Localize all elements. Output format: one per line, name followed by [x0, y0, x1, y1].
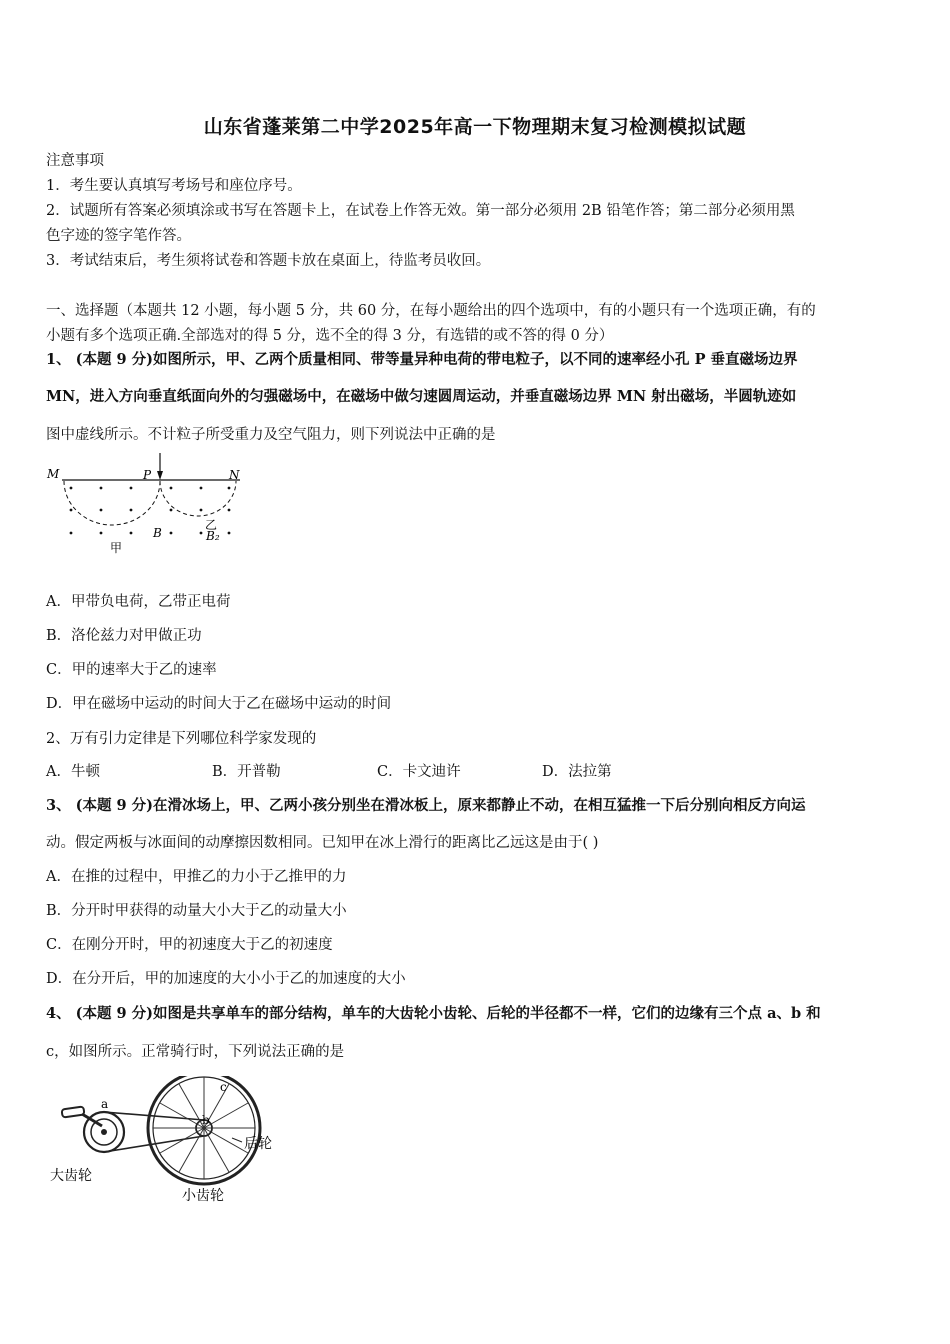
- label-big-gear: 大齿轮: [50, 1168, 92, 1184]
- label-a: a: [101, 1097, 109, 1111]
- q1-stem-line1: 1、 (本题 9 分)如图所示，甲、乙两个质量相同、带等量异种电荷的带电粒子，以不同的速率经小孔 P 垂直磁场边界: [46, 351, 798, 368]
- label-b2: B₂: [206, 529, 220, 543]
- section-heading-2: 小题有多个选项正确.全部选对的得 5 分，选不全的得 3 分，有选错的或不答的得 0 分）: [46, 328, 614, 344]
- q2-option-d: D．法拉第: [542, 764, 612, 780]
- q1-option-a: A．甲带负电荷，乙带正电荷: [46, 594, 231, 610]
- notice-item-2-cont: 色字迹的签字笔作答。: [46, 228, 191, 244]
- label-n: N: [229, 468, 240, 482]
- q1-stem-line2: MN，进入方向垂直纸面向外的匀强磁场中，在磁场中做匀速圆周运动，并垂直磁场边界 MN 射出磁场，半圆轨迹如: [46, 388, 797, 405]
- label-rear-wheel: 后轮: [244, 1136, 272, 1152]
- label-c: c: [220, 1080, 227, 1094]
- q1-stem-line3: 图中虚线所示。不计粒子所受重力及空气阻力，则下列说法中正确的是: [46, 427, 496, 443]
- label-small-gear: 小齿轮: [182, 1188, 224, 1204]
- entry-arrow-head: [157, 471, 163, 480]
- q1-magnetic-field-figure: [44, 453, 254, 558]
- q2-option-b: B．开普勒: [212, 764, 281, 780]
- q4-bicycle-figure: [44, 1076, 294, 1206]
- label-yi: 乙: [205, 518, 218, 532]
- section-heading-1: 一、选择题（本题共 12 小题，每小题 5 分，共 60 分，在每小题给出的四个选项中，有的小题只有一个选项正确，有的: [46, 303, 816, 319]
- label-jia: 甲: [110, 541, 123, 555]
- label-m: M: [47, 467, 60, 481]
- notice-item-1: 1．考生要认真填写考场号和座位序号。: [46, 178, 302, 194]
- label-p: P: [143, 468, 152, 482]
- label-b: B: [153, 526, 162, 540]
- q1-option-d: D．甲在磁场中运动的时间大于乙在磁场中运动的时间: [46, 696, 392, 712]
- pedal-icon: [62, 1107, 85, 1118]
- q3-option-d: D．在分开后，甲的加速度的大小小于乙的加速度的大小: [46, 971, 406, 987]
- q1-option-c: C．甲的速率大于乙的速率: [46, 662, 217, 678]
- q1-option-b: B．洛伦兹力对甲做正功: [46, 628, 202, 644]
- q3-stem-line2: 动。假定两板与冰面间的动摩擦因数相同。已知甲在冰上滑行的距离比乙远这是由于( ): [46, 835, 599, 851]
- q2-stem: 2、万有引力定律是下列哪位科学家发现的: [46, 731, 317, 747]
- path-jia: [64, 481, 160, 525]
- page-title: 山东省蓬莱第二中学2025年高一下物理期末复习检测模拟试题: [203, 116, 747, 138]
- notice-heading: 注意事项: [46, 153, 104, 169]
- q4-stem-line1: 4、 (本题 9 分)如图是共享单车的部分结构，单车的大齿轮小齿轮、后轮的半径都不一样，它们的边缘有三个点 a、b 和: [46, 1005, 821, 1022]
- q4-stem-line2: c，如图所示。正常骑行时，下列说法正确的是: [46, 1044, 345, 1060]
- q3-option-c: C．在刚分开时，甲的初速度大于乙的初速度: [46, 937, 333, 953]
- q3-option-a: A．在推的过程中，甲推乙的力小于乙推甲的力: [46, 869, 347, 885]
- q2-option-c: C．卡文迪许: [377, 764, 461, 780]
- notice-item-2: 2．试题所有答案必须填涂或书写在答题卡上，在试卷上作答无效。第一部分必须用 2B 铅笔作答；第二部分必须用黑: [46, 203, 795, 219]
- q2-option-a: A．牛顿: [46, 764, 100, 780]
- label-b: b: [202, 1113, 210, 1127]
- q3-stem-line1: 3、 (本题 9 分)在滑冰场上，甲、乙两小孩分别坐在滑冰板上，原来都静止不动，在相互猛推一下后分别向相反方向运: [46, 797, 806, 814]
- notice-item-3: 3．考试结束后，考生须将试卷和答题卡放在桌面上，待监考员收回。: [46, 253, 491, 269]
- q3-option-b: B．分开时甲获得的动量大小大于乙的动量大小: [46, 903, 347, 919]
